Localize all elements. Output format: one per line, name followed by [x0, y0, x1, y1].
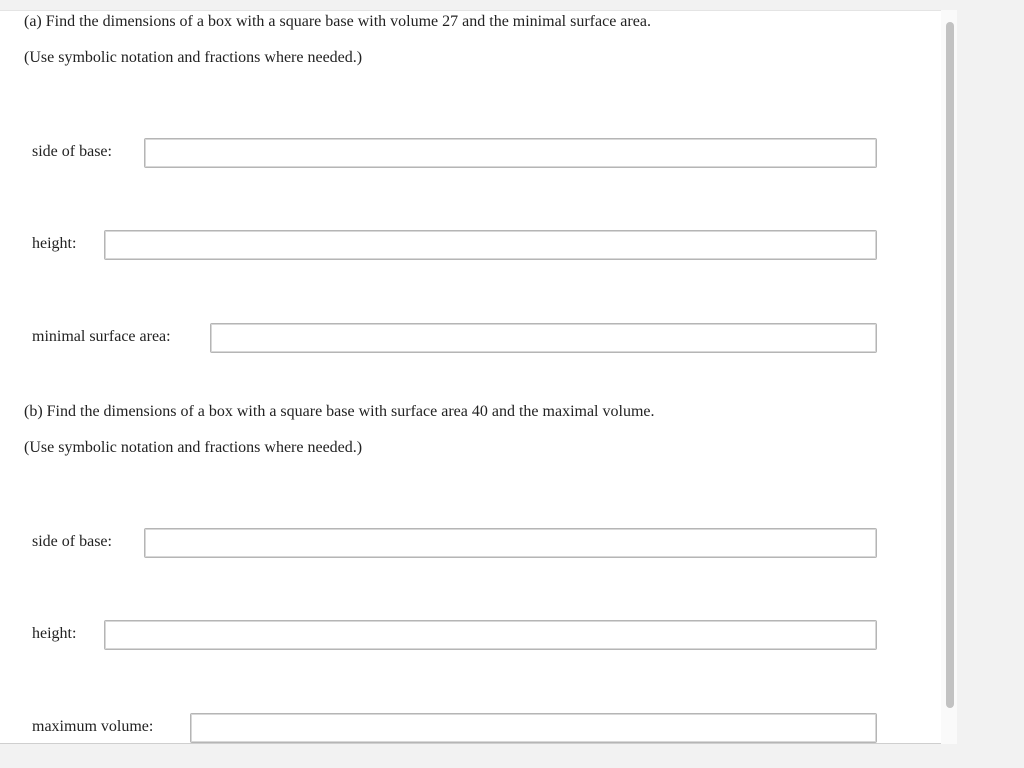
part-b-volume-label: maximum volume:	[32, 718, 154, 735]
part-a-note: (Use symbolic notation and fractions where needed.)	[24, 49, 363, 66]
part-b-height-input[interactable]	[104, 620, 877, 650]
part-b-side-label: side of base:	[32, 533, 112, 550]
part-a-side-input[interactable]	[144, 138, 877, 168]
part-b-volume-input[interactable]	[190, 713, 877, 743]
part-a-height-input[interactable]	[104, 230, 877, 260]
part-a-height-label: height:	[32, 235, 77, 252]
part-b-height-label: height:	[32, 625, 77, 642]
part-a-area-label: minimal surface area:	[32, 328, 171, 345]
scrollbar-thumb[interactable]	[946, 22, 954, 708]
part-b-prompt: (b) Find the dimensions of a box with a square base with surface area 40 and the maximal volume.	[24, 403, 655, 420]
part-a-area-input[interactable]	[210, 323, 877, 353]
part-a-prompt: (a) Find the dimensions of a box with a square base with volume 27 and the minimal surface area.	[24, 13, 651, 30]
part-b-side-input[interactable]	[144, 528, 877, 558]
part-a-side-label: side of base:	[32, 143, 112, 160]
part-b-note: (Use symbolic notation and fractions where needed.)	[24, 439, 363, 456]
